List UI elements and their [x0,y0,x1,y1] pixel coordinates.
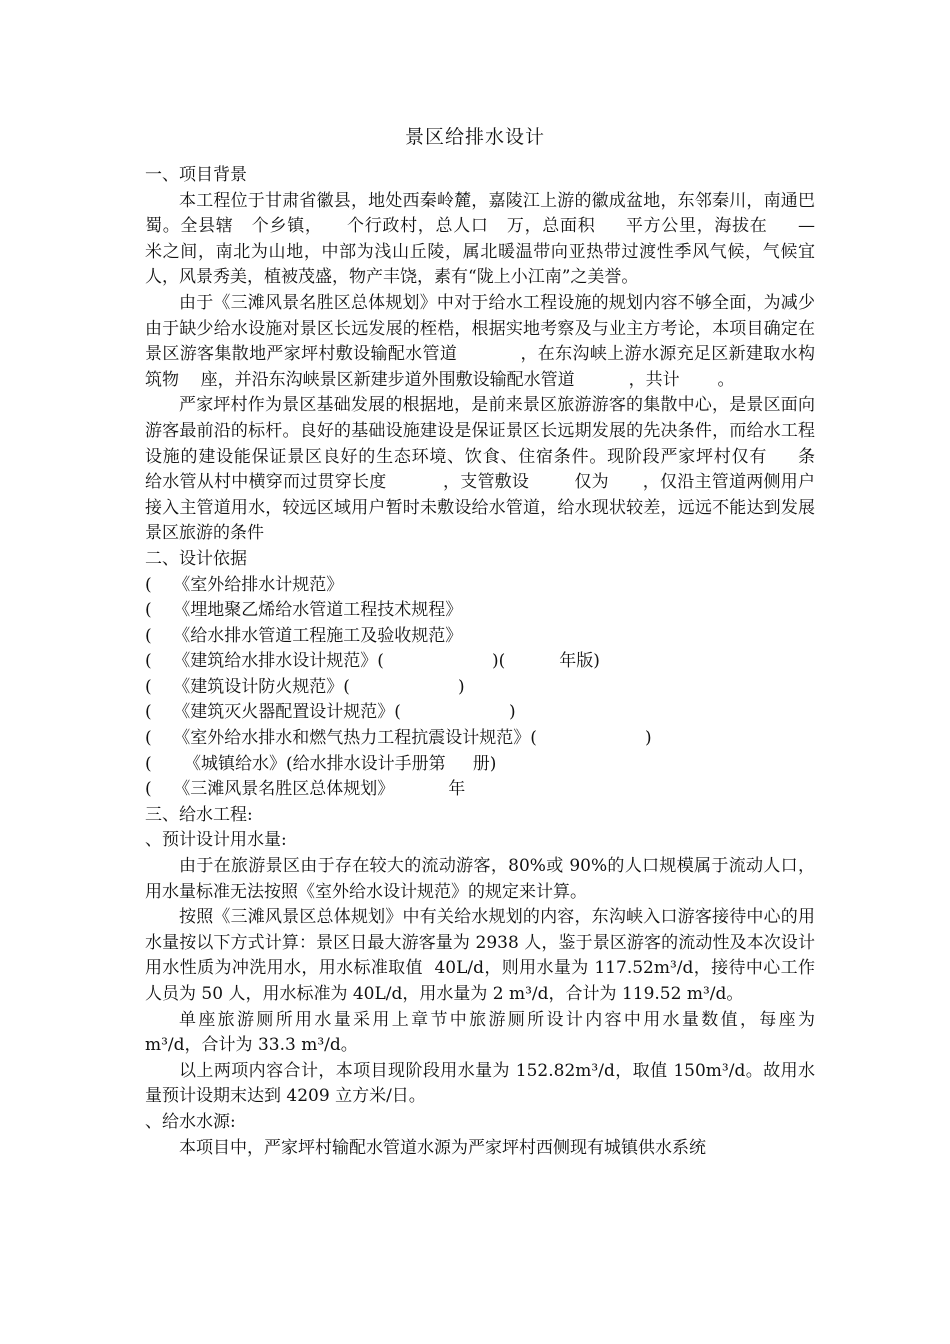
paragraph: 本项目中，严家坪村输配水管道水源为严家坪村西侧现有城镇供水系统 [179,1137,706,1158]
section-heading-basis: 二、设计依据 [145,548,247,569]
document-title: 景区给排水设计 [404,126,545,148]
reference-item: ( 《给水排水管道工程施工及验收规范》 [145,625,463,646]
section-heading-water-supply: 三、给水工程: [145,804,253,825]
reference-item: ( 《建筑给水排水设计规范》( )( 年版) [145,651,600,672]
section-heading-background: 一、项目背景 [145,165,247,185]
reference-item: ( 《城镇给水》(给水排水设计手册第 册) [145,753,497,774]
reference-item: ( 《建筑灭火器配置设计规范》( ) [145,702,516,723]
paragraph: 由于在旅游景区由于存在较大的流动游客，80%或 90%的人口规模属于流动人口，用水量标准无法按照《室外给水设计规范》的规定来计算。 [145,856,815,902]
paragraph: 严家坪村作为景区基础发展的根据地，是前来景区旅游游客的集散中心，是景区面向游客最前沿的标杆。良好的基础设施建设是保证景区长远期发展的先决条件，而给水工程设施的建设能保证景区良好的生态环境、饮食、住宿条件。现阶段严家坪村仅有 条 给水管从村中横穿而过贯穿长度 ，支管敷设 仅为 ，仅沿主管道两侧用户接入主管道用水，较远区域用户暂时未敷设给水管道，给水现状较差，远远不能达到发展景区旅游的条件 [145,395,880,544]
subsection-heading-water-source: 、给水水源: [145,1111,236,1132]
document-body [145,163,880,1161]
subsection-heading-water-demand: 、预计设计用水量: [145,830,287,851]
paragraph: 本工程位于甘肃省徽县，地处西秦岭麓，嘉陵江上游的徽成盆地，东邻秦川，南通巴蜀。全县辖 个乡镇， 个行政村，总人口 万，总面积 平方公里，海拔在 — 米之间，南北为山地，中部为浅山丘陵，属北暖温带向亚热带过渡性季风气候，气候宜人，风景秀美，植被茂盛，物产丰饶，素有“陇上小江南”之美誉。 [145,190,848,288]
reference-item: ( 《建筑设计防火规范》( ) [145,676,465,697]
paragraph: 由于《三滩风景名胜区总体规划》中对于给水工程设施的规划内容不够全面，为减少由于缺少给水设施对景区长远发展的桎梏，根据实地考察及与业主方考论，本项目确定在景区游客集散地严家坪村敷设输配水管道 ，在东沟峡上游水源充足区新建取水构筑物 座，并沿东沟峡景区新建步道外围敷设输配水管道 ，共计 。 [145,292,815,390]
paragraph: 以上两项内容合计，本项目现阶段用水量为 152.82m³/d，取值 150m³/d。故用水量预计设期末达到 4209 立方米/日。 [145,1060,815,1107]
reference-item: ( 《室外给排水计规范》 [145,574,344,595]
paragraph: 按照《三滩风景区总体规划》中有关给水规划的内容，东沟峡入口游客接待中心的用水量按以下方式计算：景区日最大游客量为 2938 人，鉴于景区游客的流动性及本次设计用水性质为冲洗用水，用水标准取值 40L/d，则用水量为 117.52m³/d，接待中心工作人员为 50 人，用水标准为 40L/d，用水量为 2 m³/d，合计为 119.52 m³/d。 [145,907,815,1004]
reference-item: ( 《三滩风景名胜区总体规划》 年 [145,779,466,800]
reference-item: ( 《室外给水排水和燃气热力工程抗震设计规范》( ) [145,728,652,749]
reference-item: ( 《埋地聚乙烯给水管道工程技术规程》 [145,600,463,621]
paragraph: 单座旅游厕所用水量采用上章节中旅游厕所设计内容中用水量数值，每座为 m³/d，合计为 33.3 m³/d。 [145,1009,837,1056]
